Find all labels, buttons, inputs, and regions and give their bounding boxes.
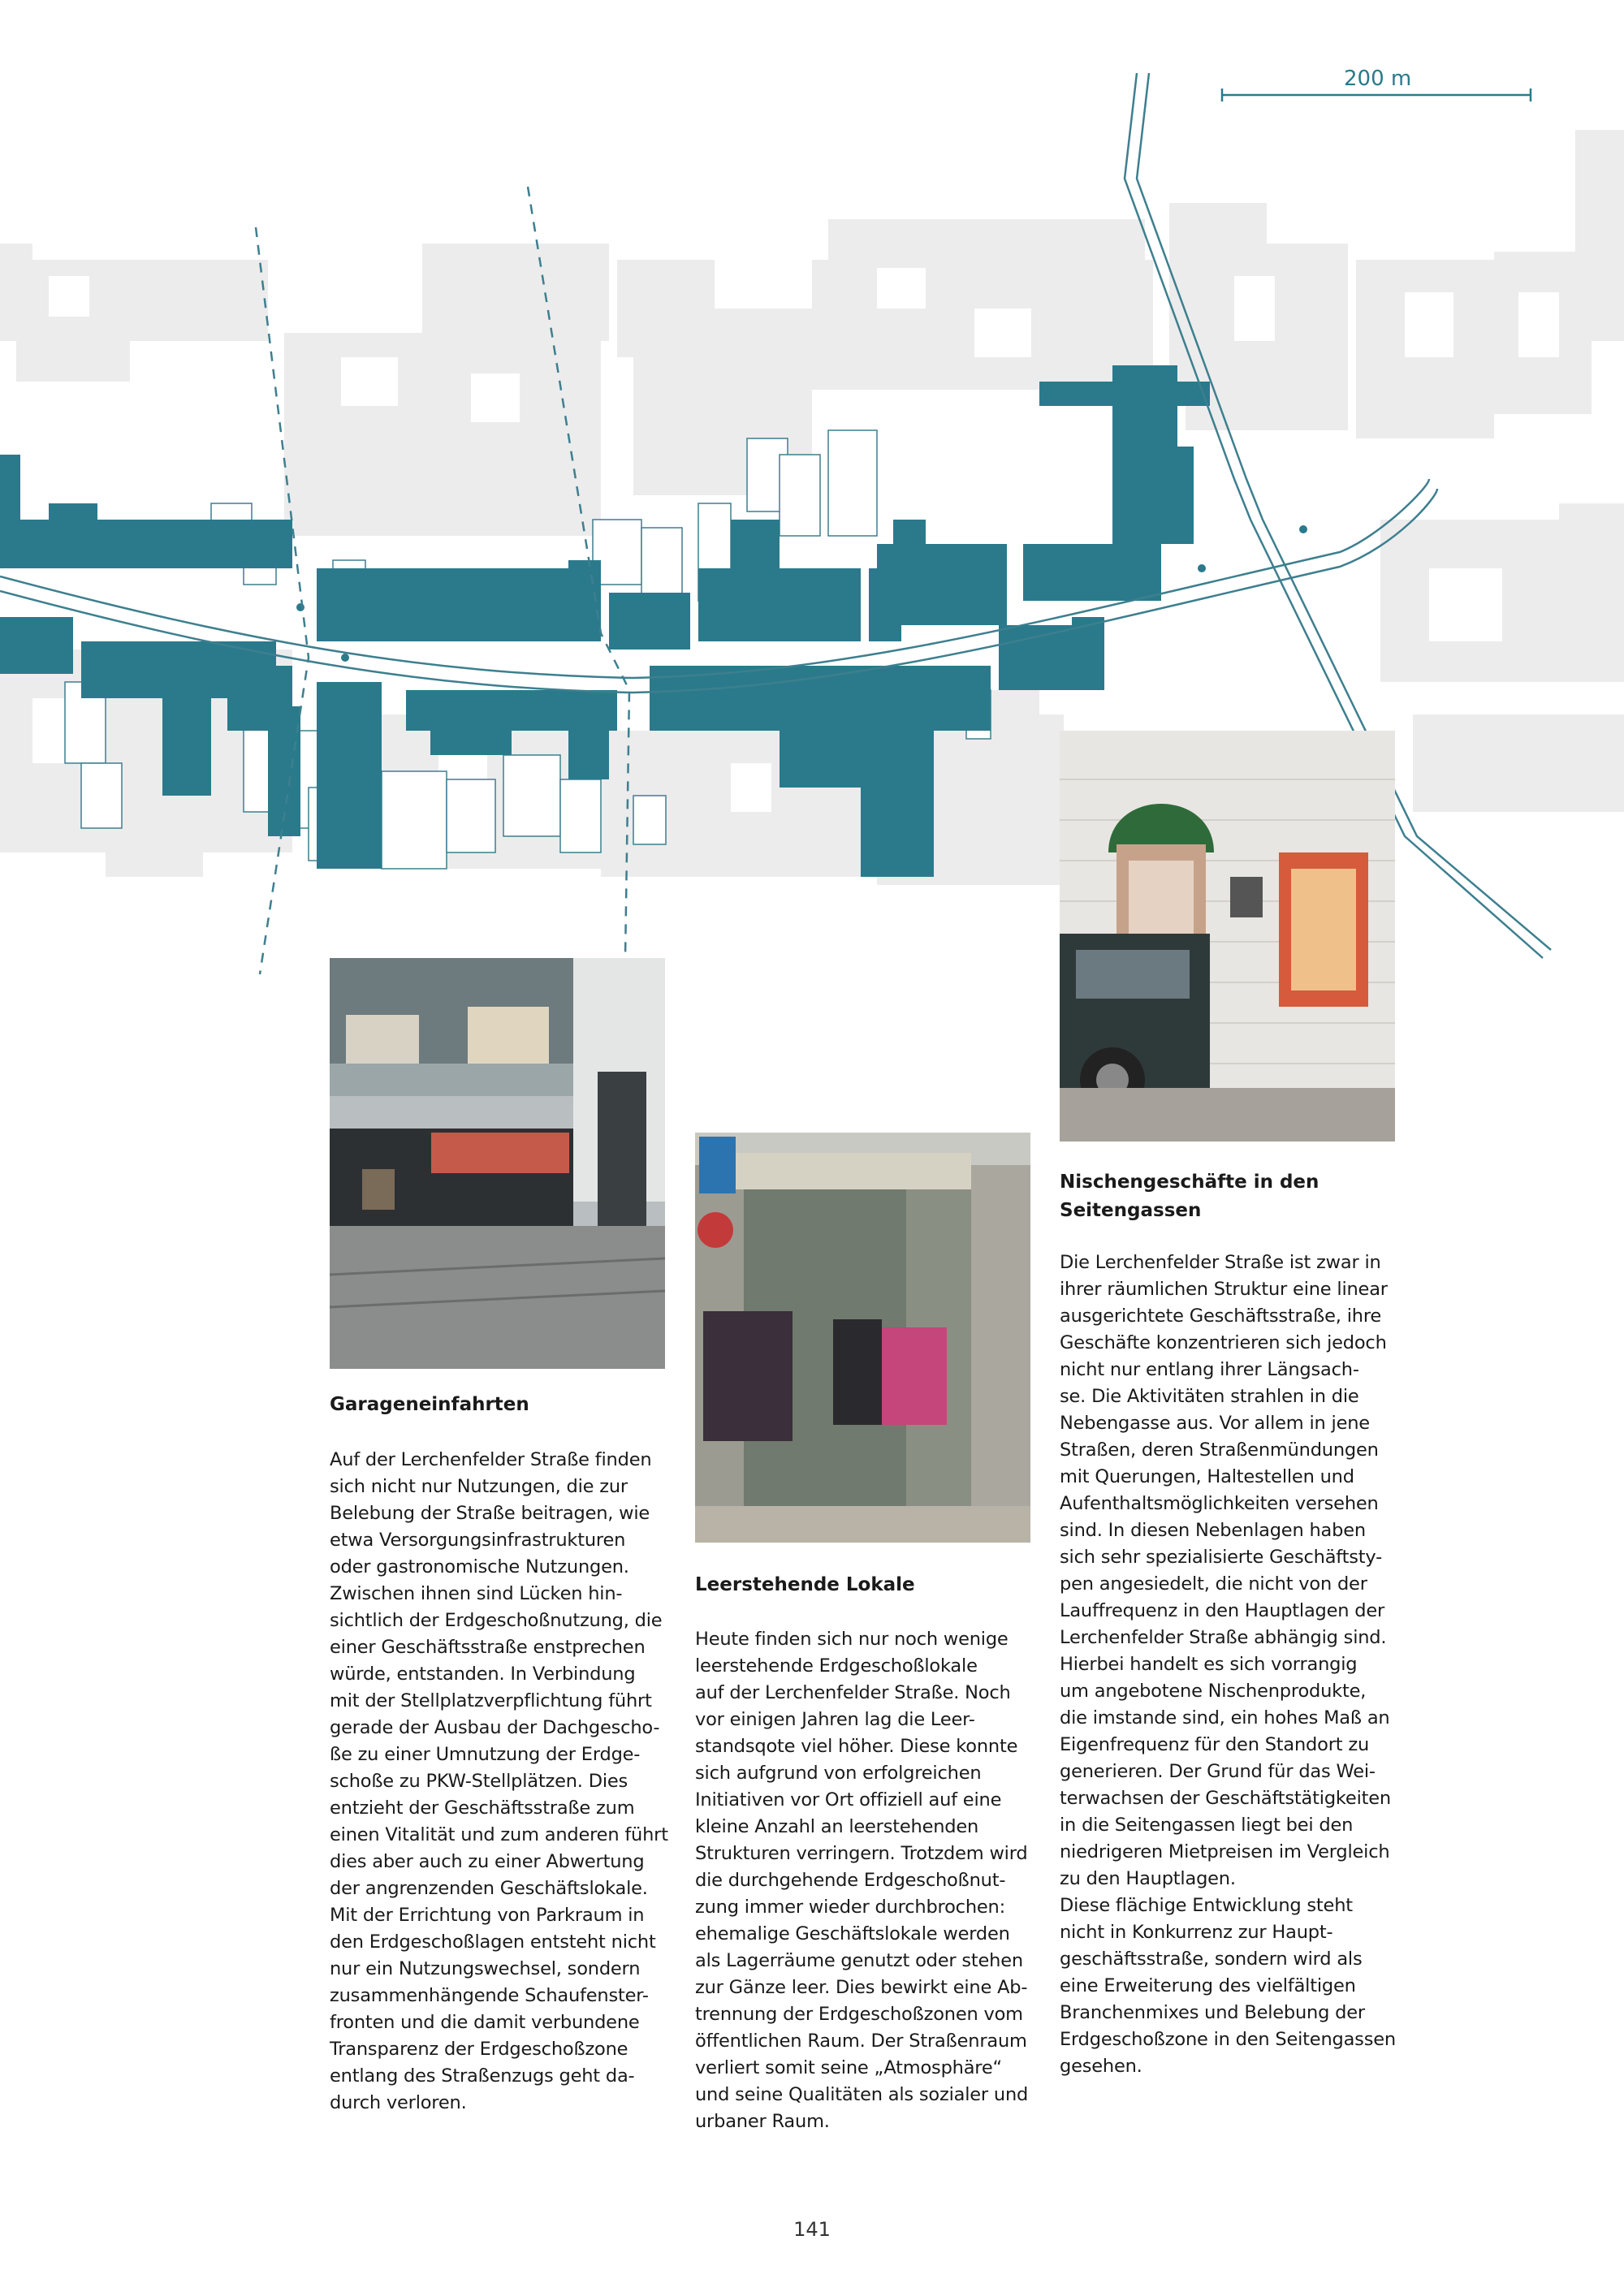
photo-vacant-shop [695, 1133, 1030, 1543]
section-body-niche: Die Lerchenfelder Straße ist zwar in ihrer räumlichen Struktur eine linear ausgerichtete Geschäftsstraße, ihre Geschäfte konzentrieren sich jedoch nicht nur entlang ihrer Längsach- se. Die Aktivitäten strahlen in die Nebengasse aus. Vor allem in jene Straßen, deren Straßenmündungen mit Querungen, Haltestellen und Aufenthaltsmöglichkeiten versehen sind. In diesen Nebenlagen haben sich sehr spezialisierte Geschäftsty- pen angesiedelt, die nicht von der Lauffrequenz in den Hauptlagen der Lerchenfelder Straße abhängig sind. Hierbei handelt es sich vorrangig um angebotene Nischenprodukte, die imstande sind, ein hohes Maß an Eigenfrequenz für den Standort zu generieren. Der Grund für das Wei- terwachsen der Geschäftstätigkeiten in die Seitengassen liegt bei den niedrigeren Mietpreisen im Vergleich zu den Hauptlagen. Diese flächige Entwicklung steht nicht in Konkurrenz zur Haupt- geschäftsstraße, sondern wird als eine Erweiterung des vielfältigen Branchenmixes und Belebung der Erdgeschoßzone in den Seitengassen gesehen. [1060, 1252, 1396, 2077]
section-body-vacant: Heute finden sich nur noch wenige leerstehende Erdgeschoßlokale auf der Lerchenfelder Straße. Noch vor einigen Jahren lag die Leer- standsqote viel höher. Diese konnte sich aufgrund von erfolgreichen Initiativen vor Ort offiziell auf eine kleine Anzahl an leerstehenden Strukturen verringern. Trotzdem wird die durchgehende Erdgeschoßnut- zung immer wieder durchbrochen: ehemalige Geschäftslokale werden als Lagerräume genutzt oder stehen zur Gänze leer. Dies bewirkt eine Ab- trennung der Erdgeschoßzonen vom öffentlichen Raum. Der Straßenraum verliert somit seine „Atmosphäre“ und seine Qualitäten als sozialer und urbaner Raum. [695, 1629, 1029, 2132]
section-title-niche: Nischengeschäfte in den Seitengassen [1060, 1172, 1320, 1221]
page-number: 141 [793, 2218, 831, 2241]
photo-garage-entrance [330, 958, 665, 1369]
section-title-vacant: Leerstehende Lokale [695, 1574, 915, 1595]
section-body-garage: Auf der Lerchenfelder Straße finden sich nicht nur Nutzungen, die zur Belebung der Straße beitragen, wie etwa Versorgungsinfrastrukturen oder gastronomische Nutzungen. Zwischen ihnen sind Lücken hin- sichtlich der Erdgeschoßnutzung, die einer Geschäftsstraße enstprechen würde, entstanden. In Verbindung mit der Stellplatzverpflichtung führt gerade der Ausbau der Dachgescho- ße zu einer Umnutzung der Erdge- schoße zu PKW-Stellplätzen. Dies entzieht der Geschäftsstraße zum einen Vitalität und zum anderen führt dies aber auch zu einer Abwertung der angrenzenden Geschäftslokale. Mit der Errichtung von Parkraum in den Erdgeschoßlagen entsteht nicht nur ein Nutzungswechsel, sondern zusammenhängende Schaufenster- fronten und die damit verbundene Transparenz der Erdgeschoßzone entlang des Straßenzugs geht da- durch verloren. [330, 1449, 668, 2113]
photo-niche-shop [1060, 731, 1395, 1142]
scale-bar-label: 200 m [1344, 67, 1412, 91]
section-title-garage: Garageneinfahrten [330, 1394, 529, 1415]
